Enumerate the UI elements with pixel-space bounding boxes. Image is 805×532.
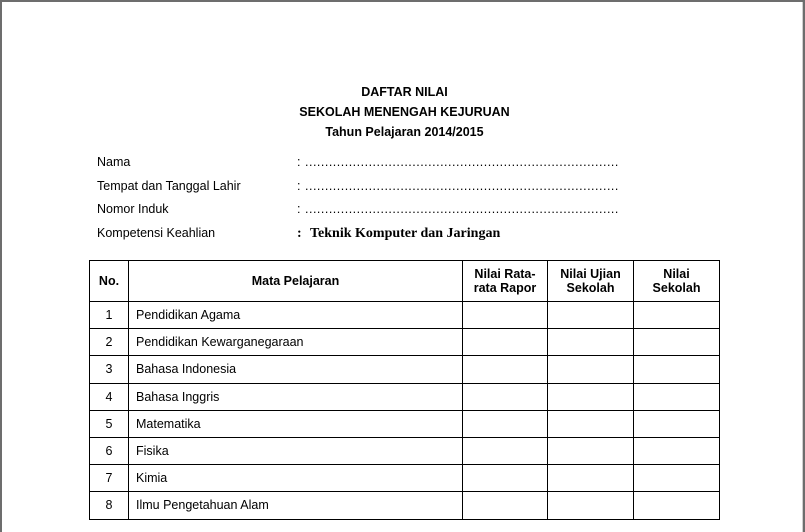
- info-colon: :: [297, 178, 301, 193]
- info-colon: :: [297, 202, 301, 216]
- table-header-row: [90, 261, 720, 302]
- document-title: DAFTAR NILAI: [361, 85, 448, 99]
- info-dots: ...............................................................................: [305, 202, 619, 216]
- row-number: 1: [90, 302, 129, 329]
- table-row: [90, 383, 720, 410]
- rapor-cell: [463, 356, 548, 383]
- info-label: Tempat dan Tanggal Lahir: [97, 178, 241, 193]
- header-ujian-line1: Nilai Ujian: [560, 267, 621, 281]
- subject-name: Ilmu Pengetahuan Alam: [129, 492, 463, 519]
- header-sekolah-line1: Nilai: [663, 267, 690, 281]
- subject-name: Matematika: [129, 410, 463, 437]
- header-rapor-line1: Nilai Rata-: [474, 267, 536, 281]
- academic-year: Tahun Pelajaran 2014/2015: [325, 125, 484, 139]
- ujian-cell: [548, 465, 634, 492]
- row-number: 4: [90, 383, 129, 410]
- header-rapor-line2: rata Rapor: [473, 281, 537, 295]
- info-dots: ...............................................................................: [305, 178, 619, 193]
- row-number: 3: [90, 356, 129, 383]
- subject-name: Kimia: [129, 465, 463, 492]
- table-row: [90, 356, 720, 383]
- document-page: [2, 2, 802, 532]
- header-rapor: [463, 261, 548, 302]
- table-row: [90, 437, 720, 464]
- table-row: [90, 302, 720, 329]
- table-row: [90, 465, 720, 492]
- ujian-cell: [548, 383, 634, 410]
- row-number: 8: [90, 492, 129, 519]
- header-sekolah-line2: Sekolah: [652, 281, 701, 295]
- row-number: 5: [90, 410, 129, 437]
- kompetensi-value: Teknik Komputer dan Jaringan: [310, 225, 501, 241]
- ujian-cell: [548, 329, 634, 356]
- subject-name: Pendidikan Kewarganegaraan: [129, 329, 463, 356]
- info-label: Nomor Induk: [97, 202, 169, 216]
- rapor-cell: [463, 329, 548, 356]
- subject-name: Pendidikan Agama: [129, 302, 463, 329]
- sekolah-cell: [634, 329, 720, 356]
- table-row: [90, 410, 720, 437]
- info-label: Kompetensi Keahlian: [97, 225, 216, 240]
- row-number: 6: [90, 437, 129, 464]
- ujian-cell: [548, 410, 634, 437]
- row-number: 2: [90, 329, 129, 356]
- header-subject: Mata Pelajaran: [129, 261, 463, 302]
- ujian-cell: [548, 492, 634, 519]
- rapor-cell: [463, 492, 548, 519]
- header-ujian: [548, 261, 634, 302]
- table-row: [90, 492, 720, 519]
- header-sekolah: [634, 261, 720, 302]
- info-label: Nama: [97, 155, 131, 169]
- info-dots: ...............................................................................: [305, 155, 619, 169]
- subject-name: Bahasa Indonesia: [129, 356, 463, 383]
- sekolah-cell: [634, 410, 720, 437]
- sekolah-cell: [634, 302, 720, 329]
- info-colon: :: [297, 155, 301, 169]
- ujian-cell: [548, 437, 634, 464]
- ujian-cell: [548, 302, 634, 329]
- header-ujian-line2: Sekolah: [566, 281, 615, 295]
- sekolah-cell: [634, 465, 720, 492]
- document-header: [2, 82, 805, 142]
- table-row: [90, 329, 720, 356]
- sekolah-cell: [634, 437, 720, 464]
- sekolah-cell: [634, 356, 720, 383]
- subject-name: Fisika: [129, 437, 463, 464]
- subject-name: Bahasa Inggris: [129, 383, 463, 410]
- school-name: SEKOLAH MENENGAH KEJURUAN: [299, 105, 510, 119]
- sekolah-cell: [634, 492, 720, 519]
- info-colon: :: [297, 225, 302, 241]
- rapor-cell: [463, 383, 548, 410]
- sekolah-cell: [634, 383, 720, 410]
- rapor-cell: [463, 410, 548, 437]
- grades-table: [89, 260, 720, 520]
- rapor-cell: [463, 437, 548, 464]
- header-no: No.: [90, 261, 129, 302]
- ujian-cell: [548, 356, 634, 383]
- rapor-cell: [463, 465, 548, 492]
- row-number: 7: [90, 465, 129, 492]
- rapor-cell: [463, 302, 548, 329]
